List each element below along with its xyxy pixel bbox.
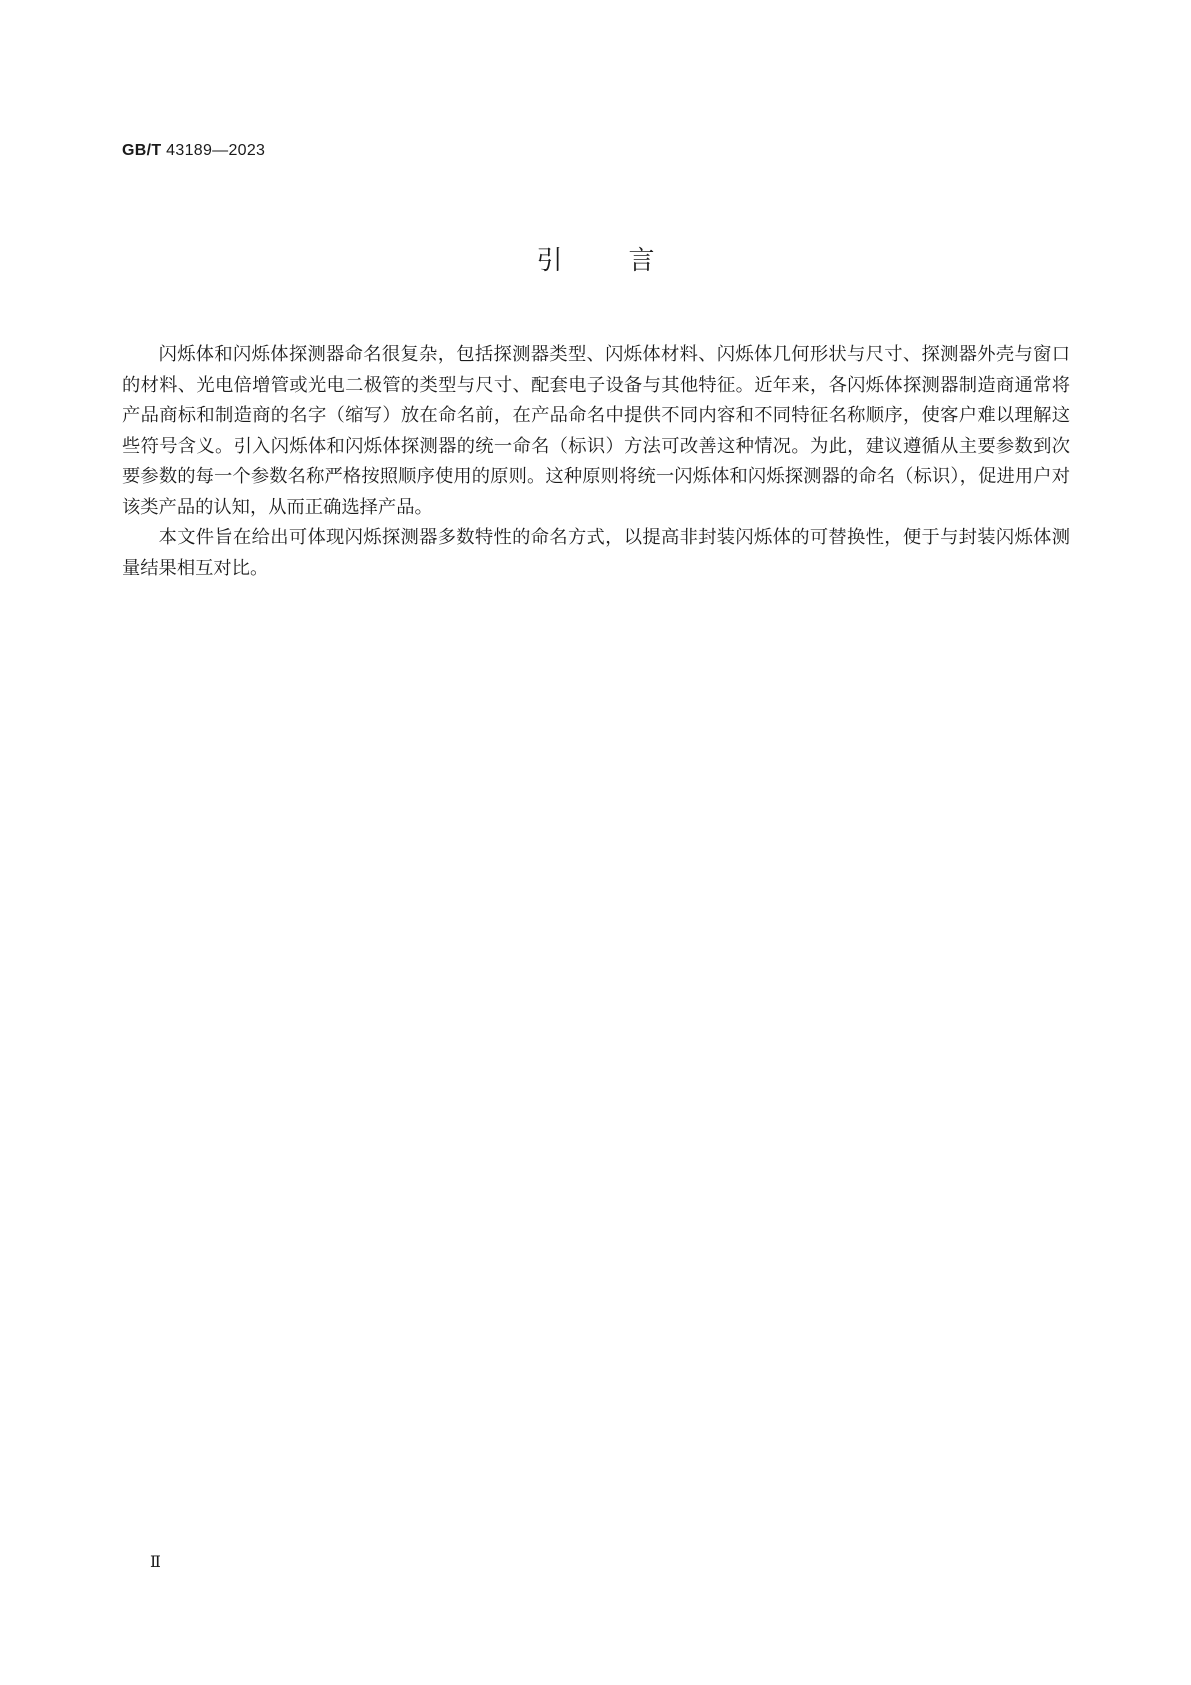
standard-prefix: GB/T [122, 142, 162, 159]
section-title-char-2: 言 [628, 246, 655, 276]
standard-number [122, 142, 265, 160]
paragraph-1: 闪烁体和闪烁体探测器命名很复杂，包括探测器类型、闪烁体材料、闪烁体几何形状与尺寸、探测器外壳与窗口的材料、光电倍增管或光电二极管的类型与尺寸、配套电子设备与其他特征。近年来，各闪烁体探测器制造商通常将产品商标和制造商的名字（缩写）放在命名前，在产品命名中提供不同内容和不同特征名称顺序，使客户难以理解这些符号含义。引入闪烁体和闪烁体探测器的统一命名（标识）方法可改善这种情况。为此，建议遵循从主要参数到次要参数的每一个参数名称严格按照顺序使用的原则。这种原则将统一闪烁体和闪烁探测器的命名（标识），促进用户对该类产品的认知，从而正确选择产品。 [122, 344, 1070, 518]
paragraph-2: 本文件旨在给出可体现闪烁探测器多数特性的命名方式，以提高非封装闪烁体的可替换性，便于与封装闪烁体测量结果相互对比。 [122, 527, 1070, 579]
standard-code: 43189—2023 [166, 142, 266, 159]
section-title-char-1: 引 [536, 246, 563, 276]
page-number: Ⅱ [150, 1552, 161, 1571]
introduction-body [122, 340, 1070, 584]
section-title [0, 246, 1191, 276]
